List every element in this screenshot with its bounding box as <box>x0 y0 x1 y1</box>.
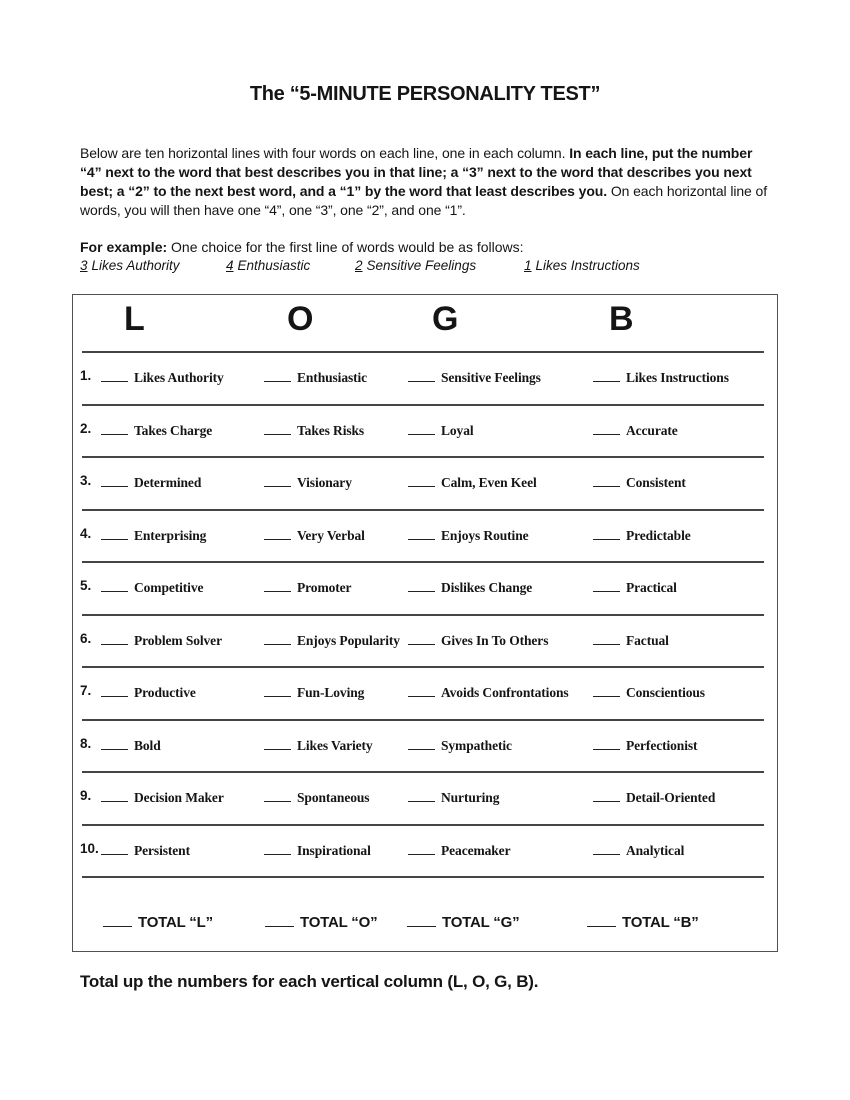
total-label-L: TOTAL “L” <box>138 914 213 931</box>
word-cell <box>264 683 364 702</box>
word-cell <box>593 421 678 440</box>
answer-blank[interactable] <box>408 788 435 802</box>
word-label: Predictable <box>626 528 691 543</box>
word-label: Likes Variety <box>297 738 373 753</box>
word-cell <box>264 578 351 597</box>
answer-blank[interactable] <box>101 578 128 592</box>
word-cell <box>101 736 161 755</box>
total-cell <box>587 913 699 932</box>
totals-row <box>73 876 777 946</box>
word-cell <box>264 473 352 492</box>
word-cell <box>593 736 697 755</box>
example-heading <box>80 239 776 255</box>
word-cell <box>101 421 212 440</box>
word-label: Gives In To Others <box>441 633 549 648</box>
word-cell <box>408 841 510 860</box>
word-label: Enterprising <box>134 528 207 543</box>
word-cell <box>408 683 569 702</box>
row-number: 5. <box>80 578 92 593</box>
table-row <box>73 771 777 823</box>
word-label: Sensitive Feelings <box>441 370 541 385</box>
table-row <box>73 666 777 718</box>
word-cell <box>593 473 686 492</box>
word-label: Analytical <box>626 843 685 858</box>
word-label: Peacemaker <box>441 843 511 858</box>
table-row <box>73 456 777 508</box>
example-text: One choice for the first line of words would be as follows: <box>167 239 524 255</box>
answer-blank[interactable] <box>101 683 128 697</box>
answer-blank[interactable] <box>264 841 291 855</box>
answer-blank[interactable] <box>408 736 435 750</box>
example-number: 2 <box>355 258 363 273</box>
word-cell <box>593 841 684 860</box>
answer-blank[interactable] <box>593 368 620 382</box>
answer-blank[interactable] <box>593 578 620 592</box>
answer-blank[interactable] <box>408 631 435 645</box>
total-label-G: TOTAL “G” <box>442 914 520 931</box>
answer-blank[interactable] <box>101 631 128 645</box>
table-row <box>73 719 777 771</box>
answer-blank[interactable] <box>264 368 291 382</box>
answer-blank[interactable] <box>593 526 620 540</box>
answer-blank[interactable] <box>408 578 435 592</box>
word-label: Enthusiastic <box>297 370 368 385</box>
word-label: Takes Charge <box>134 423 213 438</box>
table-row <box>73 561 777 613</box>
answer-blank[interactable] <box>264 578 291 592</box>
answer-blank[interactable] <box>593 473 620 487</box>
word-label: Fun-Loving <box>297 685 365 700</box>
total-label-O: TOTAL “O” <box>300 914 378 931</box>
table-row <box>73 824 777 876</box>
row-number: 7. <box>80 683 92 698</box>
row-number: 9. <box>80 788 92 803</box>
instructions-paragraph <box>80 144 776 220</box>
column-header-L: L <box>124 300 144 338</box>
word-label: Loyal <box>441 423 474 438</box>
word-label: Competitive <box>134 580 204 595</box>
word-cell <box>593 788 715 807</box>
example-number: 4 <box>226 258 234 273</box>
word-label: Very Verbal <box>297 528 365 543</box>
word-label: Takes Risks <box>297 423 365 438</box>
answer-blank[interactable] <box>593 631 620 645</box>
word-label: Inspirational <box>297 843 371 858</box>
answer-blank[interactable] <box>264 526 291 540</box>
total-blank[interactable] <box>265 913 294 927</box>
word-cell <box>408 631 548 650</box>
word-label: Detail-Oriented <box>626 790 716 805</box>
example-word: Likes Instructions <box>535 258 640 273</box>
word-label: Perfectionist <box>626 738 698 753</box>
answer-blank[interactable] <box>264 473 291 487</box>
word-cell <box>593 683 705 702</box>
word-cell <box>593 631 669 650</box>
word-cell <box>101 473 201 492</box>
column-header-G: G <box>432 300 458 338</box>
word-label: Practical <box>626 580 677 595</box>
answer-blank[interactable] <box>264 683 291 697</box>
answer-blank[interactable] <box>264 736 291 750</box>
row-number: 3. <box>80 473 92 488</box>
total-blank[interactable] <box>103 913 132 927</box>
word-cell <box>408 736 512 755</box>
word-label: Promoter <box>297 580 352 595</box>
word-label: Sympathetic <box>441 738 512 753</box>
answer-blank[interactable] <box>101 473 128 487</box>
table-row <box>73 404 777 456</box>
word-cell <box>101 683 196 702</box>
answer-blank[interactable] <box>264 421 291 435</box>
word-label: Avoids Confrontations <box>441 685 569 700</box>
answer-blank[interactable] <box>101 421 128 435</box>
word-label: Visionary <box>297 475 352 490</box>
word-label: Likes Instructions <box>626 370 729 385</box>
example-item <box>524 258 640 273</box>
row-number: 4. <box>80 526 92 541</box>
word-cell <box>593 578 677 597</box>
word-cell <box>264 526 365 545</box>
word-cell <box>408 578 532 597</box>
total-label-B: TOTAL “B” <box>622 914 699 931</box>
word-label: Nurturing <box>441 790 500 805</box>
word-label: Accurate <box>626 423 678 438</box>
word-cell <box>264 631 400 650</box>
column-header-B: B <box>609 300 633 338</box>
word-cell <box>101 631 222 650</box>
word-cell <box>101 841 190 860</box>
footer-instruction: Total up the numbers for each vertical column (L, O, G, B). <box>80 972 539 991</box>
example-word: Sensitive Feelings <box>366 258 477 273</box>
answer-blank[interactable] <box>408 473 435 487</box>
answer-blank[interactable] <box>101 788 128 802</box>
instructions-part3: On each horizontal line of words, you will then have one “4”, one “3”, one “2”, and one “1”. <box>80 183 767 218</box>
example-word: Enthusiastic <box>237 258 311 273</box>
word-cell <box>264 421 364 440</box>
word-label: Conscientious <box>626 685 705 700</box>
word-cell <box>264 788 369 807</box>
table-row <box>73 614 777 666</box>
answer-blank[interactable] <box>408 841 435 855</box>
example-number: 1 <box>524 258 532 273</box>
answer-blank[interactable] <box>408 368 435 382</box>
word-label: Dislikes Change <box>441 580 533 595</box>
word-label: Problem Solver <box>134 633 222 648</box>
example-item <box>226 258 310 273</box>
word-label: Bold <box>134 738 161 753</box>
answer-blank[interactable] <box>101 368 128 382</box>
word-label: Decision Maker <box>134 790 224 805</box>
total-blank[interactable] <box>407 913 436 927</box>
answer-blank[interactable] <box>408 683 435 697</box>
table-row <box>73 509 777 561</box>
word-label: Determined <box>134 475 202 490</box>
row-number: 8. <box>80 736 92 751</box>
example-word: Likes Authority <box>91 258 180 273</box>
answer-blank[interactable] <box>593 683 620 697</box>
example-label: For example: <box>80 239 168 255</box>
word-grid <box>72 294 778 952</box>
instructions-part2-bold: In each line, put the number “4” next to the word that best describes you in that line; a “3” next to the word that describes you next best; a “2” to the next best word, and a “1” by the word that least describes you. <box>80 145 753 199</box>
word-cell <box>408 473 537 492</box>
word-label: Persistent <box>134 843 190 858</box>
column-header-O: O <box>287 300 313 338</box>
word-label: Enjoys Popularity <box>297 633 400 648</box>
total-cell <box>407 913 519 932</box>
word-label: Consistent <box>626 475 686 490</box>
word-cell <box>593 526 691 545</box>
word-label: Productive <box>134 685 196 700</box>
row-number: 1. <box>80 368 92 383</box>
table-row <box>73 351 777 403</box>
answer-blank[interactable] <box>101 736 128 750</box>
answer-blank[interactable] <box>593 841 620 855</box>
answer-blank[interactable] <box>408 526 435 540</box>
total-cell <box>265 913 377 932</box>
example-item <box>80 258 180 273</box>
total-cell <box>103 913 213 932</box>
word-cell <box>101 578 203 597</box>
word-cell <box>408 526 529 545</box>
word-label: Calm, Even Keel <box>441 475 537 490</box>
word-cell <box>101 368 224 387</box>
total-blank[interactable] <box>587 913 616 927</box>
word-label: Enjoys Routine <box>441 528 529 543</box>
example-item <box>355 258 476 273</box>
word-label: Factual <box>626 633 669 648</box>
word-cell <box>264 368 367 387</box>
row-number: 10. <box>80 841 99 856</box>
answer-blank[interactable] <box>101 841 128 855</box>
page-title: The “5-MINUTE PERSONALITY TEST” <box>249 83 601 105</box>
answer-blank[interactable] <box>101 526 128 540</box>
word-cell <box>264 736 373 755</box>
answer-blank[interactable] <box>593 421 620 435</box>
row-number: 6. <box>80 631 92 646</box>
word-cell <box>408 421 474 440</box>
word-cell <box>101 788 224 807</box>
example-number: 3 <box>80 258 88 273</box>
word-cell <box>408 368 541 387</box>
word-cell <box>408 788 499 807</box>
row-number: 2. <box>80 421 92 436</box>
word-label: Spontaneous <box>297 790 370 805</box>
word-cell <box>264 841 371 860</box>
word-cell <box>593 368 729 387</box>
instructions-part1: Below are ten horizontal lines with four words on each line, one in each column. <box>80 145 570 161</box>
answer-blank[interactable] <box>408 421 435 435</box>
word-label: Likes Authority <box>134 370 224 385</box>
word-cell <box>101 526 206 545</box>
answer-blank[interactable] <box>264 788 291 802</box>
answer-blank[interactable] <box>593 788 620 802</box>
answer-blank[interactable] <box>264 631 291 645</box>
answer-blank[interactable] <box>593 736 620 750</box>
